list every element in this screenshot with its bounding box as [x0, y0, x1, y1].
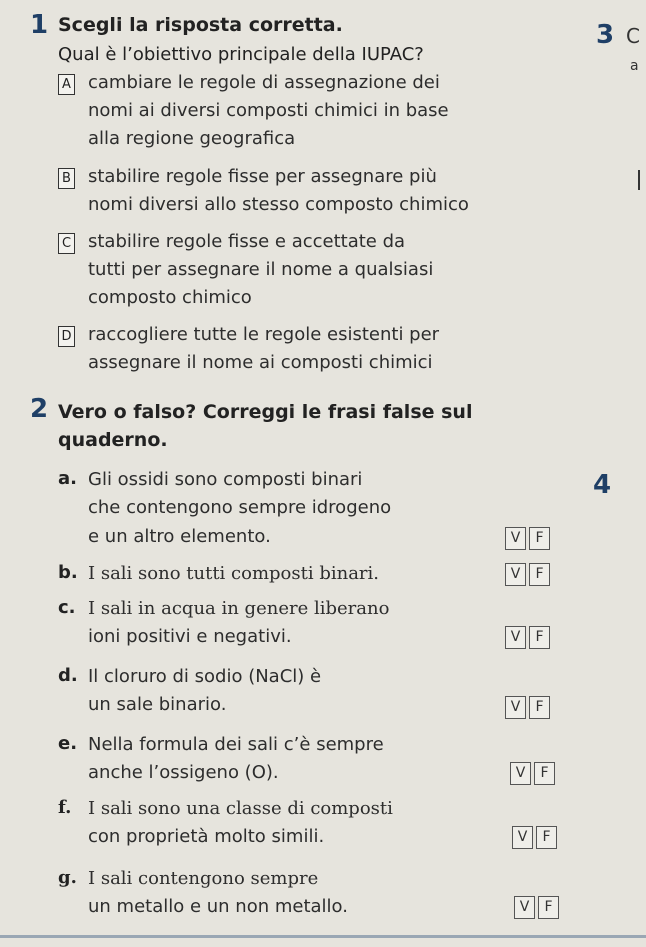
item-a-true-box[interactable]: V [505, 527, 526, 550]
option-d-line-1: raccogliere tutte le regole esistenti per [88, 324, 440, 345]
item-f-line-1: I sali sono una classe di composti [88, 798, 393, 819]
exercise-1-number: 1 [30, 10, 49, 40]
item-c-false-box[interactable]: F [529, 626, 550, 649]
item-e-false-box[interactable]: F [534, 762, 555, 785]
option-a-line-3: alla regione geografica [88, 128, 296, 149]
item-g-true-false [514, 896, 559, 919]
item-f-line-2: con proprietà molto simili. [88, 826, 325, 847]
option-a-letter[interactable]: A [58, 74, 75, 95]
option-b-line-2: nomi diversi allo stesso composto chimico [88, 194, 469, 215]
item-a-line-3: e un altro elemento. [88, 526, 271, 547]
exercise-2-heading-line-1: Vero o falso? Correggi le frasi false sul [58, 401, 473, 423]
exercise-3-subfragment: a [630, 58, 639, 74]
item-b-letter: b. [58, 562, 78, 583]
option-a-line-2: nomi ai diversi composti chimici in base [88, 100, 449, 121]
item-c-line-1: I sali in acqua in genere liberano [88, 598, 390, 619]
exercise-3-number: 3 [596, 20, 615, 50]
item-c-true-box[interactable]: V [505, 626, 526, 649]
item-a-line-2: che contengono sempre idrogeno [88, 497, 392, 518]
item-f-false-box[interactable]: F [536, 826, 557, 849]
item-a-false-box[interactable]: F [529, 527, 550, 550]
exercise-4-number: 4 [593, 470, 612, 500]
item-d-letter: d. [58, 665, 78, 686]
option-d-letter[interactable]: D [58, 326, 75, 347]
item-f-letter: f. [58, 797, 72, 818]
item-d-false-box[interactable]: F [529, 696, 550, 719]
option-c-line-1: stabilire regole fisse e accettate da [88, 231, 406, 252]
item-e-true-false [510, 762, 555, 785]
item-b-true-box[interactable]: V [505, 563, 526, 586]
option-b-line-1: stabilire regole fisse per assegnare più [88, 166, 437, 187]
option-a-line-1: cambiare le regole di assegnazione dei [88, 72, 440, 93]
item-e-letter: e. [58, 733, 78, 754]
exercise-2-heading-line-2: quaderno. [58, 429, 168, 451]
item-c-line-2: ioni positivi e negativi. [88, 626, 292, 647]
item-d-true-box[interactable]: V [505, 696, 526, 719]
item-g-letter: g. [58, 867, 77, 888]
item-d-true-false [505, 696, 550, 719]
item-g-line-1: I sali contengono sempre [88, 868, 319, 889]
page-bottom-rule [0, 935, 646, 938]
item-a-line-1: Gli ossidi sono composti binari [88, 469, 363, 490]
item-a-letter: a. [58, 468, 77, 489]
item-d-line-1: Il cloruro di sodio (NaCl) è [88, 666, 322, 687]
option-c-letter[interactable]: C [58, 233, 75, 254]
item-b-line-1: I sali sono tutti composti binari. [88, 563, 380, 584]
exercise-1-question: Qual è l’obiettivo principale della IUPAC? [58, 44, 424, 65]
page-edge-mark [638, 170, 640, 190]
item-g-false-box[interactable]: F [538, 896, 559, 919]
item-b-false-box[interactable]: F [529, 563, 550, 586]
option-c-line-3: composto chimico [88, 287, 252, 308]
option-c-line-2: tutti per assegnare il nome a qualsiasi [88, 259, 434, 280]
item-c-letter: c. [58, 597, 76, 618]
item-g-true-box[interactable]: V [514, 896, 535, 919]
option-d-line-2: assegnare il nome ai composti chimici [88, 352, 433, 373]
exercise-2-number: 2 [30, 394, 49, 424]
exercise-3-fragment: C [626, 24, 640, 48]
item-f-true-box[interactable]: V [512, 826, 533, 849]
item-g-line-2: un metallo e un non metallo. [88, 896, 348, 917]
item-e-line-2: anche l’ossigeno (O). [88, 762, 279, 783]
item-b-true-false [505, 563, 550, 586]
item-e-line-1: Nella formula dei sali c’è sempre [88, 734, 384, 755]
item-f-true-false [512, 826, 557, 849]
exercise-1-heading: Scegli la risposta corretta. [58, 14, 343, 36]
item-c-true-false [505, 626, 550, 649]
item-a-true-false [505, 527, 550, 550]
item-d-line-2: un sale binario. [88, 694, 227, 715]
item-e-true-box[interactable]: V [510, 762, 531, 785]
option-b-letter[interactable]: B [58, 168, 75, 189]
